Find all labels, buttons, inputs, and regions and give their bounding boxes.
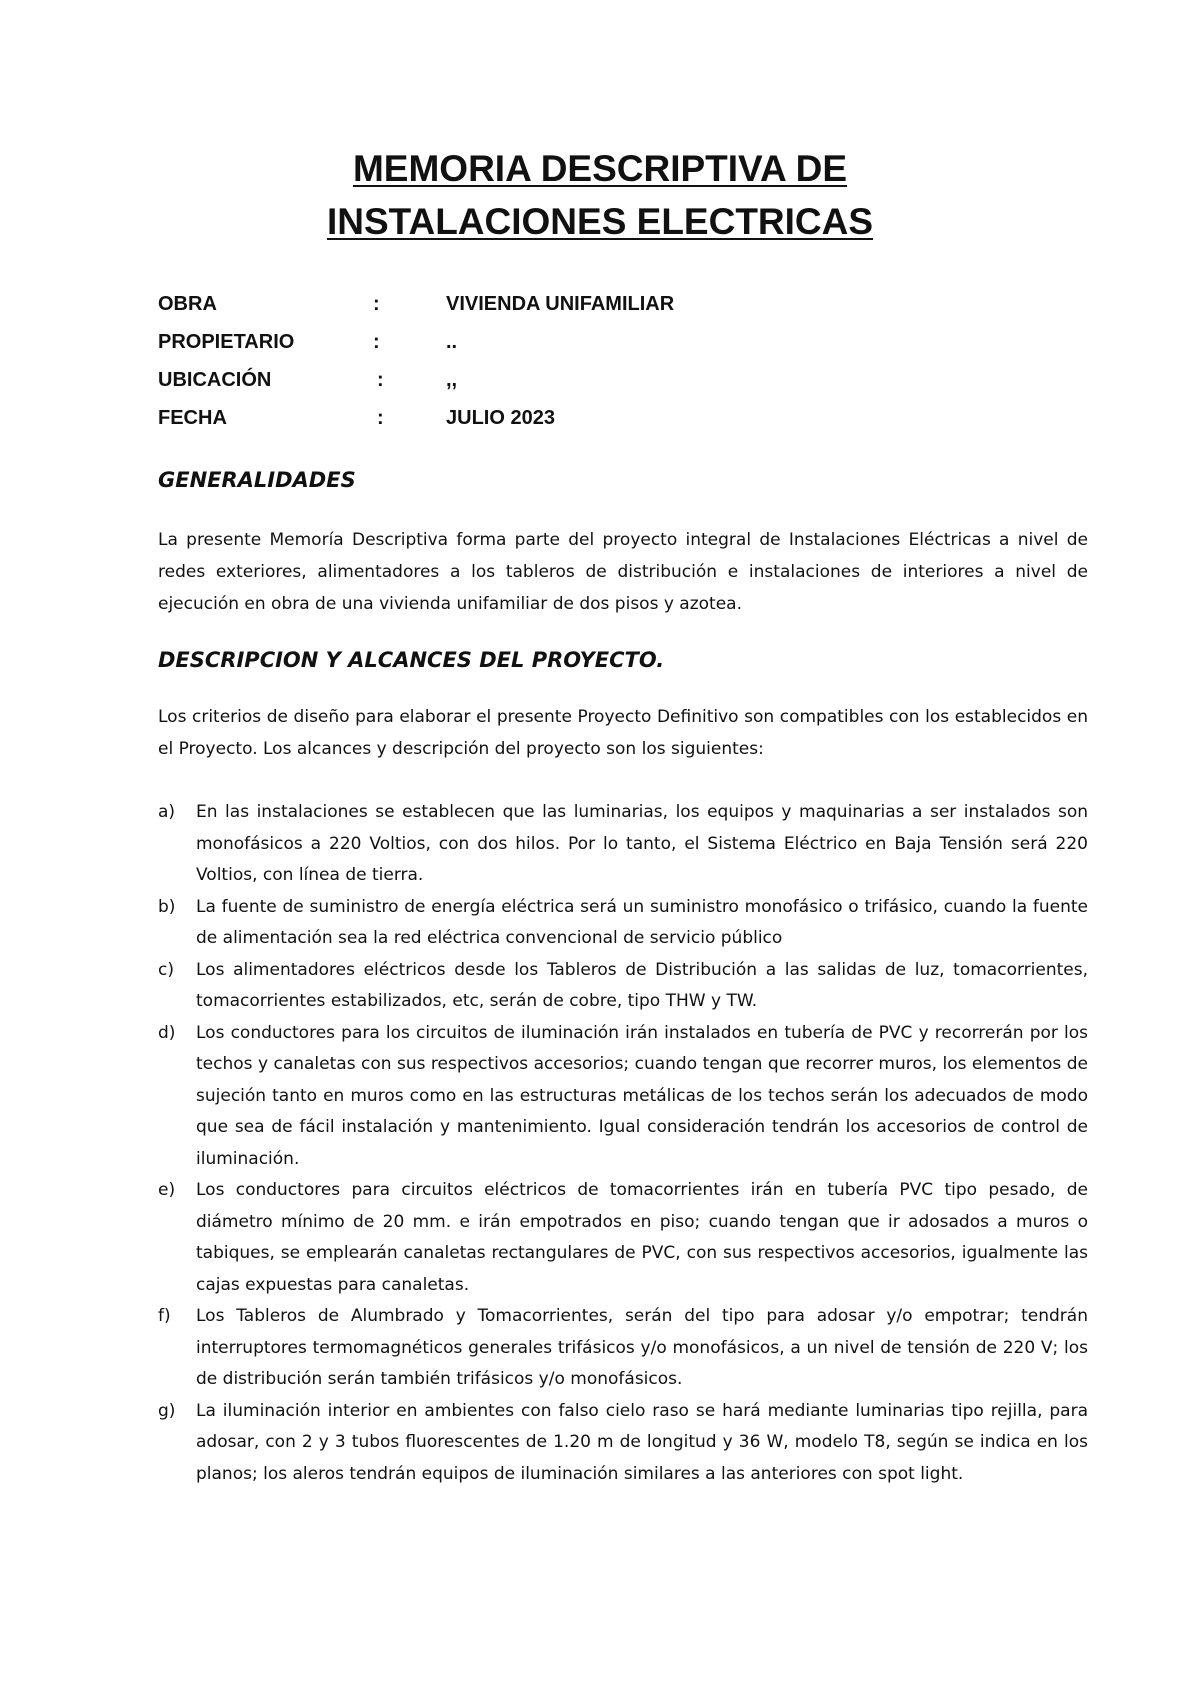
list-item-text: La fuente de suministro de energía eléctrica será un suministro monofásico o trifásico, cuando la fuente de alimentación sea la red eléctrica convencional de servicio público	[196, 896, 1088, 948]
info-separator: :	[377, 369, 384, 391]
list-item	[158, 1396, 1088, 1491]
list-item	[158, 892, 1088, 955]
info-value: ,,	[446, 369, 458, 391]
info-row-fecha	[158, 399, 1058, 437]
list-marker: d)	[158, 1022, 176, 1043]
list-item	[158, 797, 1088, 892]
list-marker: c)	[158, 959, 174, 980]
info-label: UBICACIÓN	[158, 369, 272, 391]
info-separator: :	[377, 407, 384, 429]
list-item	[158, 1175, 1088, 1301]
list-item-text: Los Tableros de Alumbrado y Tomacorrientes, serán del tipo para adosar y/o empotrar; tendrán interruptores termomagnéticos generales trifásicos y/o monofásicos, a un nivel de tensión de 220 V; los de distribución serán también trifásicos y/o monofásicos.	[196, 1306, 1088, 1389]
list-item-text: La iluminación interior en ambientes con falso cielo raso se hará mediante luminarias tipo rejilla, para adosar, con 2 y 3 tubos fluorescentes de 1.20 m de longitud y 36 W, modelo T8, según se indica en los planos; los aleros tendrán equipos de iluminación similares a las anteriores con spot light.	[196, 1400, 1088, 1484]
info-label: FECHA	[158, 407, 227, 429]
generalidades-paragraph: La presente Memoría Descriptiva forma parte del proyecto integral de Instalaciones Eléctricas a nivel de redes exteriores, alimentadores a los tableros de distribución e instalaciones de interiores a nivel de ejecución en obra de una vivienda unifamiliar de dos pisos y azotea.	[158, 530, 1088, 614]
info-value: ..	[446, 331, 458, 353]
title-line-2: INSTALACIONES ELECTRICAS	[326, 201, 874, 242]
list-item-text: Los conductores para los circuitos de iluminación irán instalados en tubería de PVC y recorrerán por los techos y canaletas con sus respectivos accesorios; cuando tengan que recorrer muros, los elementos de sujeción tanto en muros como en las estructuras metálicas de los techos serán los adecuados de modo que sea de fácil instalación y mantenimiento. Igual consideración tendrán los accesorios de control de iluminación.	[196, 1022, 1088, 1169]
section-heading-descripcion: DESCRIPCION Y ALCANCES DEL PROYECTO.	[158, 648, 665, 672]
list-item-text: Los conductores para circuitos eléctricos de tomacorrientes irán en tubería PVC tipo pesado, de diámetro mínimo de 20 mm. e irán empotrados en piso; cuando tengan que ir adosados a muros o tabiques, se emplearán canaletas rectangulares de PVC, con sus respectivos accesorios, igualmente las cajas expuestas para canaletas.	[196, 1180, 1088, 1295]
list-marker: a)	[158, 802, 176, 822]
scope-list	[158, 797, 1088, 1490]
list-item	[158, 1018, 1088, 1176]
document-title	[0, 142, 1200, 248]
info-row-obra	[158, 285, 1058, 323]
list-item	[158, 955, 1088, 1018]
title-line-1: MEMORIA DESCRIPTIVA DE	[352, 148, 848, 189]
info-separator: :	[373, 331, 380, 353]
list-item-text: Los alimentadores eléctricos desde los Tableros de Distribución a las salidas de luz, tomacorrientes, tomacorrientes estabilizados, etc, serán de cobre, tipo THW y TW.	[196, 959, 1088, 1011]
list-marker: g)	[158, 1400, 176, 1421]
info-value: JULIO 2023	[446, 407, 555, 429]
info-row-propietario	[158, 323, 1058, 361]
info-label: OBRA	[158, 293, 217, 315]
info-row-ubicacion	[158, 361, 1058, 399]
list-marker: b)	[158, 896, 176, 917]
section-heading-generalidades: GENERALIDADES	[158, 468, 356, 492]
list-item	[158, 1301, 1088, 1396]
project-info	[158, 285, 1058, 437]
info-separator: :	[373, 293, 380, 315]
info-value: VIVIENDA UNIFAMILIAR	[446, 293, 675, 315]
list-marker: f)	[158, 1306, 171, 1326]
list-item-text: En las instalaciones se establecen que las luminarias, los equipos y maquinarias a ser instalados son monofásicos a 220 Voltios, con dos hilos. Por lo tanto, el Sistema Eléctrico en Baja Tensión será 220 Voltios, con línea de tierra.	[196, 802, 1088, 885]
info-label: PROPIETARIO	[158, 331, 295, 353]
descripcion-intro-paragraph: Los criterios de diseño para elaborar el presente Proyecto Definitivo son compatibles con los establecidos en el Proyecto. Los alcances y descripción del proyecto son los siguientes:	[158, 707, 1088, 759]
list-marker: e)	[158, 1180, 176, 1200]
